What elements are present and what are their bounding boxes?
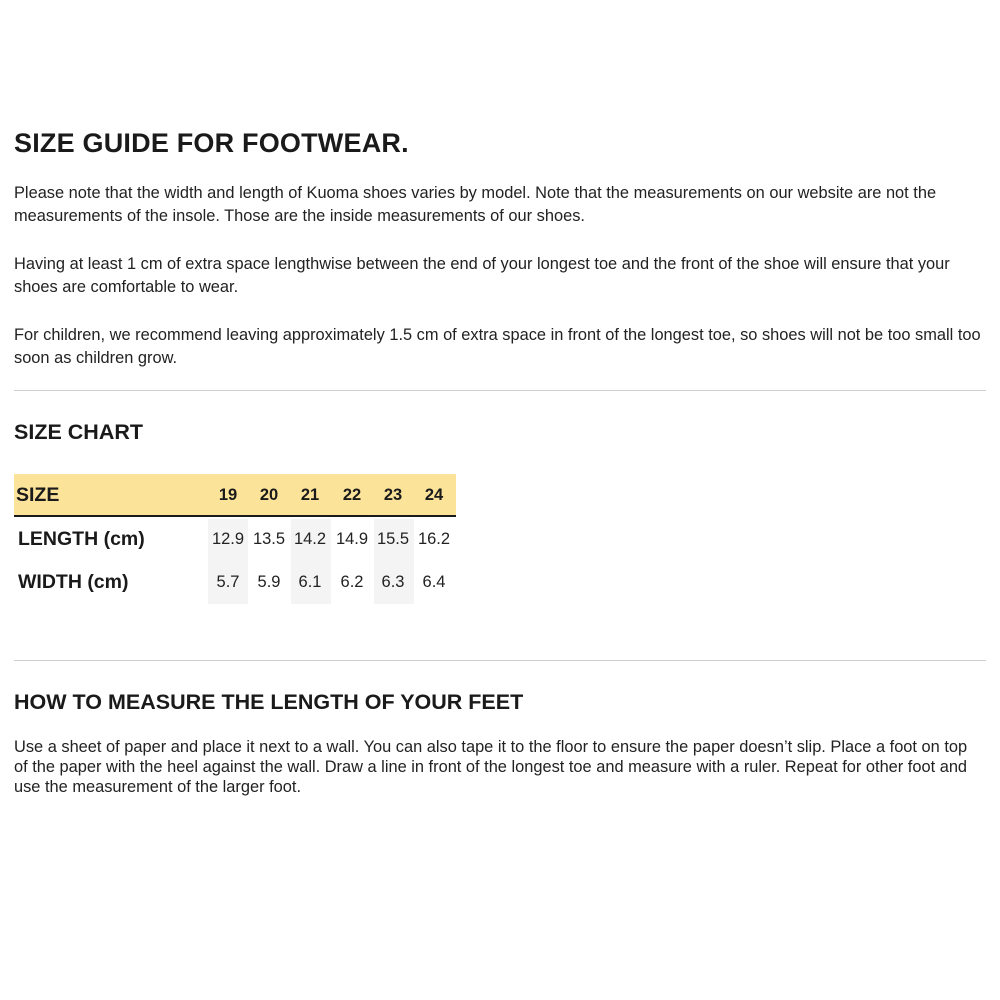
- width-cell: 6.2: [340, 573, 364, 591]
- size-header-cell: 21: [300, 486, 320, 504]
- size-header-cell: 24: [424, 486, 444, 504]
- length-cell: 16.2: [417, 530, 451, 548]
- width-cell: 6.1: [298, 573, 322, 591]
- page-title: SIZE GUIDE FOR FOOTWEAR.: [14, 128, 409, 158]
- measure-instructions: Use a sheet of paper and place it next to a wall. You can also tape it to the floor to ensure the paper doesn’t slip. Place a foot on top of the paper with the heel against the wall. Draw a line in front of the longest toe and measure with a ruler. Repeat for other foot and use the measurement of the larger foot.: [14, 738, 968, 796]
- width-cell: 6.3: [381, 573, 405, 591]
- size-header-cell: 19: [218, 486, 238, 504]
- size-header-cell: 23: [383, 486, 403, 504]
- length-cell: 14.2: [293, 530, 327, 548]
- size-chart-heading: SIZE CHART: [14, 420, 143, 444]
- size-header-cell: 20: [259, 486, 279, 504]
- section-divider-bottom: [14, 660, 986, 661]
- length-cell: 15.5: [376, 530, 410, 548]
- width-cell: 6.4: [422, 573, 446, 591]
- length-cell: 14.9: [335, 530, 369, 548]
- length-row-label: LENGTH (cm): [18, 528, 145, 550]
- width-cell: 5.7: [216, 573, 240, 591]
- width-row-label: WIDTH (cm): [18, 571, 129, 593]
- size-header-cell: 22: [342, 486, 362, 504]
- size-chart-table: [14, 474, 456, 604]
- length-cell: 13.5: [252, 530, 286, 548]
- length-cell: 12.9: [211, 530, 245, 548]
- intro-paragraph-insole: Please note that the width and length of Kuoma shoes varies by model. Note that the measurements on our website are not the measurements of the insole. Those are the inside measurements of our shoes.: [14, 184, 937, 225]
- size-row-label: SIZE: [16, 484, 60, 506]
- width-cell: 5.9: [257, 573, 281, 591]
- intro-paragraph-children: For children, we recommend leaving approximately 1.5 cm of extra space in front of the longest toe, so shoes will not be too small too soon as children grow.: [14, 326, 981, 367]
- measure-heading: HOW TO MEASURE THE LENGTH OF YOUR FEET: [14, 690, 524, 714]
- section-divider-top: [14, 390, 986, 391]
- intro-paragraph-extra-space: Having at least 1 cm of extra space lengthwise between the end of your longest toe and the front of the shoe will ensure that your shoes are comfortable to wear.: [14, 255, 950, 296]
